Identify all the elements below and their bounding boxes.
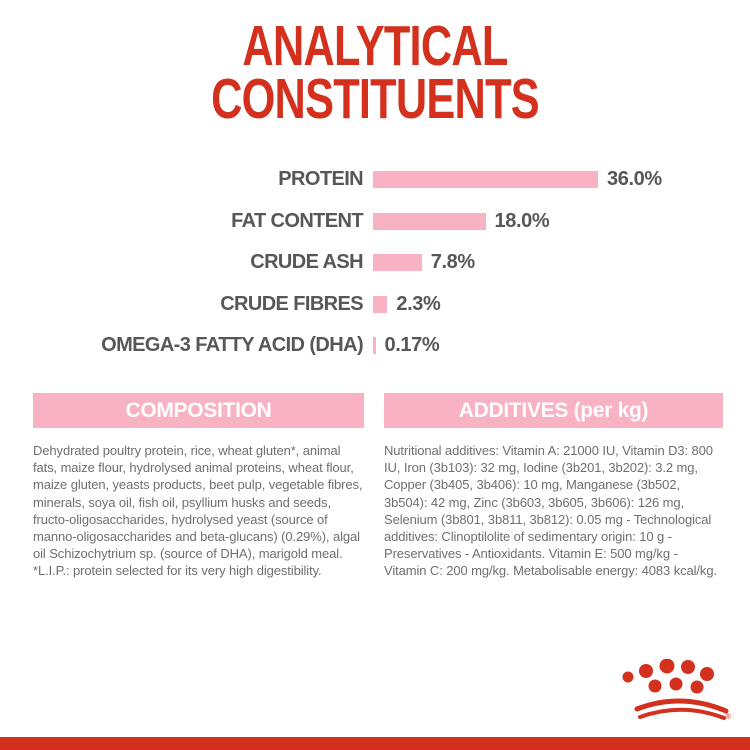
chart-bar — [373, 254, 422, 271]
chart-bar — [373, 337, 376, 354]
chart-bar — [373, 296, 387, 313]
chart-category-label: FAT CONTENT — [231, 209, 363, 232]
additives-text: Nutritional additives: Vitamin A: 21000 IU, Vitamin D3: 800 IU, Iron (3b103): 32 mg, Iodine (3b201, 3b202): 3.2 mg, Copper (3b405, 3b406): 10 mg, Manganese (3b502, 3b504): 42 mg, Zinc (3b603, 3b605, 3b606): 126 mg, Selenium (3b801, 3b811, 3b812): 0.05 mg - Technological additives: Clinoptilolite of sedimentary origin: 10 g - Preservatives - Antioxidants. Vitamin E: 500 mg/kg - Vitamin C: 200 mg/kg. Metabolisable energy: 4083 kcal/kg. — [384, 443, 717, 579]
chart-row — [0, 159, 750, 201]
chart-value-label: 18.0% — [494, 209, 550, 232]
chart-row — [0, 201, 750, 243]
chart-row — [0, 284, 750, 326]
additives-section — [384, 393, 723, 580]
chart-bar — [373, 213, 486, 230]
page-title-line-2: CONSTITUENTS — [211, 67, 539, 131]
chart-category-label: CRUDE FIBRES — [220, 292, 363, 315]
composition-header: COMPOSITION — [33, 393, 364, 428]
chart-category-label: PROTEIN — [278, 168, 363, 191]
composition-section — [33, 393, 364, 580]
chart-value-label: 2.3% — [396, 292, 441, 315]
chart-category-label: OMEGA-3 FATTY ACID (DHA) — [101, 334, 363, 357]
royal-canin-crown-icon — [622, 659, 734, 721]
analytical-constituents-chart — [0, 159, 750, 367]
chart-category-label: CRUDE ASH — [250, 251, 363, 274]
chart-row — [0, 325, 750, 367]
registered-trademark-symbol: ® — [725, 712, 731, 721]
page-title — [0, 14, 750, 131]
composition-text: Dehydrated poultry protein, rice, wheat gluten*, animal fats, maize flour, hydrolysed animal proteins, wheat flour, maize gluten, yeasts products, beet pulp, vegetable fibres, minerals, soya oil, fish oil, psyllium husks and seeds, fructo-oligosaccharides, hydrolysed yeast (source of manno-oligosaccharides and beta-glucans) (0.29%), algal oil Schizochytrium sp. (source of DHA), marigold meal. *L.I.P.: protein selected for its very high digestibility. — [33, 443, 363, 579]
additives-header: ADDITIVES (per kg) — [384, 393, 723, 428]
bottom-accent-bar — [0, 737, 750, 750]
chart-value-label: 0.17% — [384, 334, 440, 357]
page-title-line-1: ANALYTICAL — [242, 14, 508, 78]
info-columns — [33, 393, 723, 580]
chart-value-label: 36.0% — [607, 168, 662, 191]
chart-row — [0, 242, 750, 284]
chart-bar — [373, 171, 598, 188]
chart-value-label: 7.8% — [430, 251, 475, 274]
